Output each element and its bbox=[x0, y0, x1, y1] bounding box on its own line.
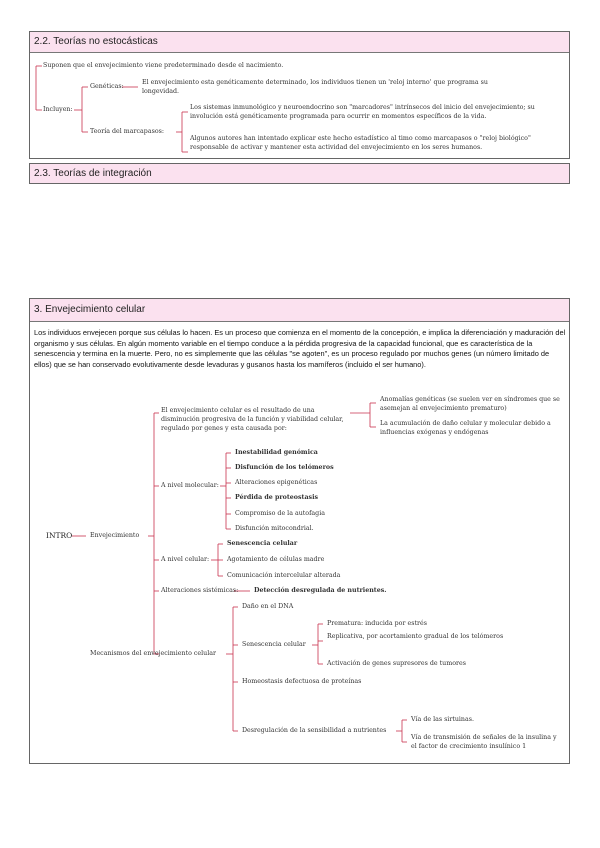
nivel-molecular-node: A nivel molecular: bbox=[161, 482, 219, 489]
mol-item: Disfunción mitocondrial. bbox=[235, 525, 314, 532]
mol-item: Pérdida de proteostasis bbox=[235, 494, 319, 501]
des-item: Vía de las sirtuinas. bbox=[411, 716, 474, 723]
geneticas-label: Genéticas: bbox=[90, 83, 124, 90]
incluyen-label: Incluyen: bbox=[43, 106, 73, 113]
section-2-3 bbox=[29, 163, 570, 184]
homeostasis-node: Homeostasis defectuosa de proteínas bbox=[242, 678, 362, 685]
causa-2: La acumulación de daño celular y molecular debido a influencias exógenas y endógenas bbox=[380, 420, 551, 436]
desc-node: El envejecimiento celular es el resultado de una disminución progresiva de la función y viabilidad celular, regulado por genes y esta causada por: bbox=[161, 407, 344, 432]
suponen-text: Suponen que el envejecimiento viene predeterminado desde el nacimiento. bbox=[43, 62, 284, 69]
marcapasos-text-1: Los sistemas inmunológico y neuroendocrino son "marcadores" intrínsecos del inicio del envejecimiento; su involución está genéticamente programada para ocurrir en momentos específicos de la vida. bbox=[190, 104, 535, 120]
section-2-3-header bbox=[30, 164, 569, 183]
causa-1: Anomalías genéticas (se suelen ver en síndromes que se asemejan al envejecimiento prematuro) bbox=[380, 396, 560, 412]
desregulacion-node: Desregulación de la sensibilidad a nutrientes bbox=[242, 727, 387, 734]
intro-paragraph: Los individuos envejecen porque sus células lo hacen. Es un proceso que comienza en el momento de la concepción, e implica la diferenciación y maduración del organismo y sus células. En algún momento variable en el tiempo conduce a la pérdida progresiva de la capacidad funcional, que es característica de la senescencia y termina en la muerte. Pero, no es simplemente que las células "se agoten", es un proceso regulado por muchos genes (un número limitado de ellos) que se han conservado evolutivamente desde levaduras y gusanos hasta los mamíferos (incluido el ser humano). bbox=[34, 328, 566, 369]
mecanismos-node: Mecanismos del envejecimiento celular bbox=[90, 650, 216, 657]
section-2-2-title: 2.2. Teorías no estocásticas bbox=[34, 36, 158, 47]
sen-item: Replicativa, por acortamiento gradual de los telómeros bbox=[327, 633, 504, 640]
des-item: Vía de transmisión de señales de la insulina y el factor de crecimiento insulínico 1 bbox=[411, 734, 557, 750]
section-2-2 bbox=[29, 31, 570, 159]
cel-item: Comunicación intercelular alterada bbox=[227, 572, 341, 579]
alteraciones-item: Detección desregulada de nutrientes. bbox=[254, 587, 387, 594]
section-3 bbox=[29, 298, 570, 764]
dano-dna-node: Daño en el DNA bbox=[242, 603, 294, 610]
senescencia-node: Senescencia celular bbox=[242, 641, 306, 648]
section-2-3-title: 2.3. Teorías de integración bbox=[34, 168, 152, 179]
envejecimiento-node: Envejecimiento bbox=[90, 532, 140, 539]
mol-item: Alteraciones epigenéticas bbox=[235, 479, 318, 486]
sen-item: Activación de genes supresores de tumores bbox=[327, 660, 466, 667]
mol-item: Inestabilidad genómica bbox=[235, 449, 318, 456]
root-node: INTRO bbox=[46, 531, 73, 540]
cel-item: Senescencia celular bbox=[227, 540, 298, 547]
marcapasos-label: Teoría del marcapasos: bbox=[90, 128, 164, 135]
geneticas-text: El envejecimiento esta genéticamente determinado, los individuos tienen un 'reloj interno' que programa su longevidad. bbox=[142, 79, 488, 95]
nivel-celular-node: A nivel celular: bbox=[161, 556, 210, 563]
sen-item: Prematura: inducida por estrés bbox=[327, 620, 427, 627]
mol-item: Disfunción de los telómeros bbox=[235, 464, 334, 471]
mol-item: Compromiso de la autofagia bbox=[235, 510, 325, 517]
alteraciones-node: Alteraciones sistémicas: bbox=[161, 587, 239, 594]
cel-item: Agotamiento de células madre bbox=[227, 556, 325, 563]
section-3-title: 3. Envejecimiento celular bbox=[34, 304, 146, 315]
marcapasos-text-2: Algunos autores han intentado explicar este hecho estadístico al timo como marcapasos o "reloj biológico" responsable de activar y mantener esta actividad del envejecimiento en los seres humanos. bbox=[190, 135, 531, 151]
